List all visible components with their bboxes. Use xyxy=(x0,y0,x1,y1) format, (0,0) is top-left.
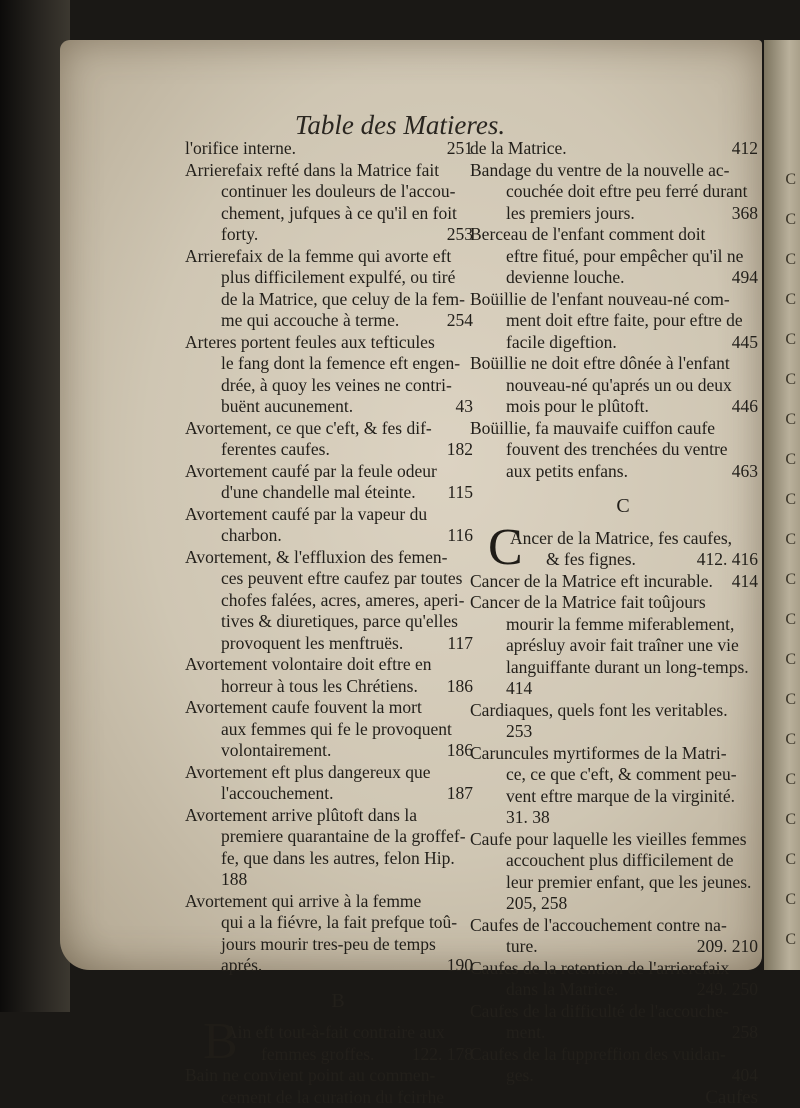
entry-line: Avortement caufé par la vapeur du xyxy=(203,504,473,526)
page-number: 209. 210 xyxy=(697,936,758,958)
entry-line: qui a la fiévre, la fait prefque toû- xyxy=(203,912,473,934)
edge-letter: C xyxy=(772,240,796,280)
index-entry xyxy=(488,528,758,571)
index-entry xyxy=(203,654,473,697)
index-entry xyxy=(488,289,758,354)
edge-letter: C xyxy=(772,640,796,680)
index-entry xyxy=(488,224,758,289)
page-number: 115 xyxy=(447,482,473,504)
edge-letter: C xyxy=(772,840,796,880)
page-number: 446 xyxy=(732,396,758,418)
entry-line: eftre fitué, pour empêcher qu'il ne xyxy=(488,246,758,268)
entry-line: Caufe pour laquelle les vieilles femmes xyxy=(488,829,758,851)
entry-line: chement, jufques à ce qu'il en foit xyxy=(203,203,473,225)
entry-line: Caufes de la fuppreffion des vuidan- xyxy=(488,1044,758,1066)
entry-line: Avortement volontaire doit eftre en xyxy=(203,654,473,676)
entry-line: Arrierefaix de la femme qui avorte eft xyxy=(203,246,473,268)
entry-line: continuer les douleurs de l'accou- xyxy=(203,181,473,203)
entry-line: Bain ne convient point au commen- xyxy=(203,1065,473,1087)
page-number: 412 xyxy=(750,138,758,160)
index-entry xyxy=(488,418,758,483)
edge-letter: C xyxy=(772,880,796,920)
entry-line: fouvent des trenchées du ventre xyxy=(488,439,758,461)
left-column xyxy=(203,138,473,1108)
edge-letter: C xyxy=(772,920,796,960)
entry-line: facile digeftion. 445 xyxy=(488,332,758,354)
index-entry xyxy=(203,1065,473,1108)
drop-cap: C xyxy=(488,522,523,574)
index-entry xyxy=(203,160,473,246)
entry-line: buënt aucunement. 43 xyxy=(203,396,473,418)
entry-line: Boüillie de l'enfant nouveau-né com- xyxy=(488,289,758,311)
entry-line: Arteres portent feules aux tefticules xyxy=(203,332,473,354)
entry-line: Avortement, ce que c'eft, & fes dif- xyxy=(203,418,473,440)
entry-line: premiere quarantaine de la groffef- xyxy=(203,826,473,848)
page-number: 116 xyxy=(447,525,473,547)
entry-line: Avortement caufé par la feule odeur xyxy=(203,461,473,483)
entry-line: ture. 209. 210 xyxy=(488,936,758,958)
page-number: 368 xyxy=(732,203,758,225)
entry-line: Cancer de la Matrice eft incurable. 414 xyxy=(488,571,758,593)
entry-line: jours mourir tres-peu de temps xyxy=(203,934,473,956)
entry-line: 31. 38 xyxy=(488,807,758,829)
edge-letter: C xyxy=(772,560,796,600)
index-entry xyxy=(488,700,758,743)
entry-line: provoquent les menftruës. 117 xyxy=(203,633,473,655)
entry-line: plus difficilement expulfé, ou tiré xyxy=(203,267,473,289)
index-entry xyxy=(488,915,758,958)
entry-line: Ancer de la Matrice, fes caufes, xyxy=(528,528,758,550)
edge-letter: C xyxy=(772,280,796,320)
entry-line: Avortement caufe fouvent la mort xyxy=(203,697,473,719)
catchword: Caufes xyxy=(488,1087,758,1108)
page-number: 463 xyxy=(732,461,758,483)
entry-line: couchée doit eftre peu ferré durant xyxy=(488,181,758,203)
edge-letter: C xyxy=(772,320,796,360)
edge-letter: C xyxy=(772,760,796,800)
entry-line: forty. 253 xyxy=(203,224,473,246)
entry-line: ces peuvent eftre caufez par toutes xyxy=(203,568,473,590)
entry-line: femmes groffes. 122. 178 xyxy=(243,1044,473,1066)
entry-line: Berceau de l'enfant comment doit xyxy=(488,224,758,246)
entry-line: aux petits enfans. 463 xyxy=(488,461,758,483)
index-entry xyxy=(203,891,473,977)
page-number: 412. 416 xyxy=(697,549,758,571)
edge-letter: C xyxy=(772,160,796,200)
index-entry xyxy=(203,504,473,547)
page-number: 190 xyxy=(447,955,473,977)
entry-line: d'une chandelle mal éteinte. 115 xyxy=(203,482,473,504)
index-entry xyxy=(488,571,758,593)
index-entry xyxy=(203,418,473,461)
right-column xyxy=(488,138,758,1108)
entry-line: Caufes de la retention de l'arrierefaix xyxy=(488,958,758,980)
page-number: 445 xyxy=(732,332,758,354)
entry-line: 253 xyxy=(488,721,758,743)
index-entry xyxy=(203,547,473,655)
page-number: 253 xyxy=(447,224,473,246)
entry-line: ferentes caufes. 182 xyxy=(203,439,473,461)
index-entry xyxy=(488,592,758,700)
entry-line: languiffante durant un long-temps. xyxy=(488,657,758,679)
entry-line: Boüillie ne doit eftre dônée à l'enfant xyxy=(488,353,758,375)
index-entry xyxy=(488,958,758,1001)
next-page-edge xyxy=(764,40,800,970)
index-entry xyxy=(488,160,758,225)
page-number: 186 xyxy=(447,740,473,762)
entry-line: Ain eft tout-à-fait contraire aux xyxy=(243,1022,473,1044)
entry-line: mois pour le plûtoft. 446 xyxy=(488,396,758,418)
edge-letter: C xyxy=(772,720,796,760)
page-number: 122. 178 xyxy=(412,1044,473,1066)
index-entry xyxy=(203,246,473,332)
edge-letter: C xyxy=(772,680,796,720)
entry-line: horreur à tous les Chrétiens. 186 xyxy=(203,676,473,698)
entry-line: chofes falées, acres, ameres, aperi- xyxy=(203,590,473,612)
entry-line: Avortement arrive plûtoft dans la xyxy=(203,805,473,827)
entry-line: le fang dont la femence eft engen- xyxy=(203,353,473,375)
index-entry xyxy=(488,138,758,160)
page-number: 249. 250 xyxy=(697,979,758,1001)
index-entry xyxy=(203,1022,473,1065)
page-number: 187 xyxy=(447,783,473,805)
index-entry xyxy=(203,461,473,504)
edge-letter: C xyxy=(772,400,796,440)
entry-line: aprésluy avoir fait traîner une vie xyxy=(488,635,758,657)
index-entry xyxy=(488,353,758,418)
index-entry xyxy=(488,1001,758,1044)
entry-line: Avortement qui arrive à la femme xyxy=(203,891,473,913)
entry-line: Avortement, & l'effluxion des femen- xyxy=(203,547,473,569)
page-number: 117 xyxy=(447,633,473,655)
entry-line: l'accouchement. 187 xyxy=(203,783,473,805)
running-head: Table des Matieres. xyxy=(200,110,600,141)
entry-line: me qui accouche à terme. 254 xyxy=(203,310,473,332)
entry-line: Caufes de la difficulté de l'accouche- xyxy=(488,1001,758,1023)
entry-line: nouveau-né qu'aprés un ou deux xyxy=(488,375,758,397)
page-number: 414 xyxy=(750,571,758,593)
edge-letter: C xyxy=(772,440,796,480)
entry-line: charbon. 116 xyxy=(203,525,473,547)
page-number: 258 xyxy=(732,1022,758,1044)
entry-line: 414 xyxy=(488,678,758,700)
page-number: 182 xyxy=(447,439,473,461)
page-number: 494 xyxy=(732,267,758,289)
edge-letter: C xyxy=(772,600,796,640)
entry-line: mourir la femme miferablement, xyxy=(488,614,758,636)
entry-line: Bandage du ventre de la nouvelle ac- xyxy=(488,160,758,182)
entry-line: devienne louche. 494 xyxy=(488,267,758,289)
index-entry xyxy=(488,1044,758,1087)
entry-line: Cancer de la Matrice fait toûjours xyxy=(488,592,758,614)
entry-line: l'orifice interne. 251 xyxy=(203,138,473,160)
entry-line: tives & diuretiques, parce qu'elles xyxy=(203,611,473,633)
entry-line: Arrierefaix refté dans la Matrice fait xyxy=(203,160,473,182)
edge-letter: C xyxy=(772,520,796,560)
entry-line: les premiers jours. 368 xyxy=(488,203,758,225)
index-entry xyxy=(203,762,473,805)
entry-line: ment. 258 xyxy=(488,1022,758,1044)
page-number: 251 xyxy=(465,138,473,160)
entry-line: fe, que dans les autres, felon Hip. xyxy=(203,848,473,870)
entry-line: Caufes de l'accouchement contre na- xyxy=(488,915,758,937)
entry-line: aprés. 190 xyxy=(203,955,473,977)
entry-line: aux femmes qui fe le provoquent xyxy=(203,719,473,741)
entry-line: accouchent plus difficilement de xyxy=(488,850,758,872)
entry-line: drée, à quoy les veines ne contri- xyxy=(203,375,473,397)
index-entry xyxy=(203,805,473,891)
entry-line: ce, ce que c'eft, & comment peu- xyxy=(488,764,758,786)
entry-line: & fes fignes. 412. 416 xyxy=(528,549,758,571)
entry-line: Cardiaques, quels font les veritables. xyxy=(488,700,758,722)
page-number: 186 xyxy=(447,676,473,698)
index-entry xyxy=(488,829,758,915)
edge-letter: C xyxy=(772,360,796,400)
entry-line: leur premier enfant, que les jeunes. xyxy=(488,872,758,894)
section-letter: B xyxy=(203,991,473,1013)
entry-line: de la Matrice, que celuy de la fem- xyxy=(203,289,473,311)
entry-line: de la Matrice. 412 xyxy=(488,138,758,160)
page-number: 254 xyxy=(447,310,473,332)
edge-letter: C xyxy=(772,800,796,840)
edge-letter: C xyxy=(772,200,796,240)
entry-line: dans la Matrice. 249. 250 xyxy=(488,979,758,1001)
edge-letters xyxy=(772,160,796,960)
entry-line: volontairement. 186 xyxy=(203,740,473,762)
index-entry xyxy=(488,743,758,829)
entry-line: Boüillie, fa mauvaife cuiffon caufe xyxy=(488,418,758,440)
index-entry xyxy=(203,697,473,762)
entry-line: vent eftre marque de la virginité. xyxy=(488,786,758,808)
entry-line: cement de la curation du fcirrhe xyxy=(203,1087,473,1108)
entry-line: 188 xyxy=(203,869,473,891)
index-entry xyxy=(203,332,473,418)
drop-cap: B xyxy=(203,1016,238,1068)
entry-line: Avortement eft plus dangereux que xyxy=(203,762,473,784)
entry-line: Caruncules myrtiformes de la Matri- xyxy=(488,743,758,765)
edge-letter: C xyxy=(772,480,796,520)
entry-line: ment doit eftre faite, pour eftre de xyxy=(488,310,758,332)
page-number: 43 xyxy=(456,396,474,418)
section-letter: C xyxy=(488,496,758,518)
entry-line: 205, 258 xyxy=(488,893,758,915)
entry-line: ges. 404 xyxy=(488,1065,758,1087)
index-entry xyxy=(203,138,473,160)
page-number: 404 xyxy=(732,1065,758,1087)
